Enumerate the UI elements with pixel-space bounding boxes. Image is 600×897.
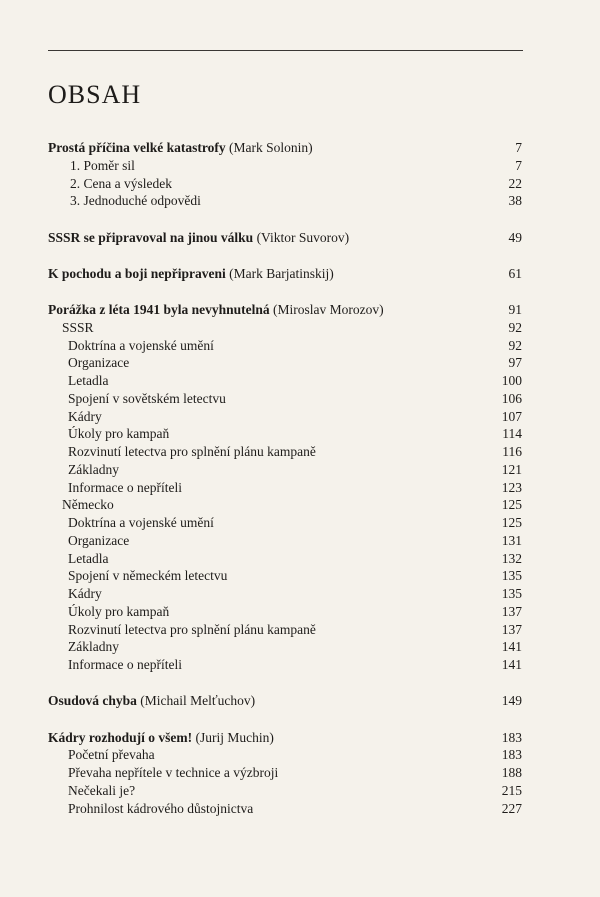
page-number: 7 [515,157,522,173]
page-number: 125 [501,497,522,513]
entry-title: Letadla [68,373,109,388]
toc-subentry [0,337,600,355]
entry-title: Spojení v německém letectvu [68,568,228,584]
toc-subentry [0,621,600,639]
entry-title: Úkoly pro kampaň [68,603,170,619]
page-number: 97 [508,355,522,371]
toc-subentry [0,782,600,800]
page-number: 227 [501,800,522,816]
page-number: 49 [508,229,522,245]
entry-title [48,229,349,247]
page-number: 137 [501,621,522,637]
toc-subentry [0,425,600,443]
page-number: 188 [501,765,522,780]
entry-title: 1. Poměr sil [70,157,135,173]
toc-subentry [0,496,600,514]
entry-title: Organizace [68,355,130,371]
toc-subentry [0,479,600,497]
entry-title: Letadla [68,550,109,566]
entry-title: Spojení v sovětském letectvu [68,390,226,406]
entry-title: Základny [68,461,119,477]
page-number: 137 [501,603,522,619]
entry-title [48,301,384,319]
entry-title: SSSR [62,319,94,335]
toc-subentry [0,408,600,426]
section-author: (Jurij Muchin) [192,729,274,745]
toc-subentry [0,192,600,210]
toc-subentry [0,603,600,621]
entry-title: Kádry [68,586,102,601]
section-title: Prostá příčina velké katastrofy [48,140,226,155]
toc-subentry [0,514,600,532]
page-number: 106 [501,390,522,406]
toc-subentry [0,443,600,461]
section-author: (Miroslav Morozov) [269,302,384,317]
entry-title: 2. Cena a výsledek [70,175,172,191]
entry-title: Nečekali je? [68,782,136,798]
toc-subentry [0,638,600,656]
entry-title [48,692,255,710]
section-title: Kádry rozhodují o všem! [48,729,193,745]
page-number: 149 [501,693,522,709]
section-title: Porážka z léta 1941 byla nevyhnutelná [48,302,270,317]
toc-section-entry [0,265,600,283]
section-author: (Michail Melťuchov) [136,693,256,709]
page-number: 91 [508,302,522,317]
section-author: (Mark Barjatinskij) [225,265,334,281]
toc-subentry [0,461,600,479]
page-number: 92 [508,319,522,335]
page-number: 114 [502,426,522,442]
entry-title: Rozvinutí letectva pro splnění plánu kampaně [68,621,316,637]
toc-subentry [0,354,600,372]
entry-title: Rozvinutí letectva pro splnění plánu kampaně [68,444,316,459]
toc-subentry [0,585,600,603]
entry-title: Doktrína a vojenské umění [68,337,214,353]
section-author: (Viktor Suvorov) [253,229,350,245]
entry-title: Informace o nepříteli [68,657,182,672]
page-number: 123 [501,479,522,495]
page-title: OBSAH [48,80,142,109]
entry-title [48,265,334,283]
entry-title: Kádry [68,408,102,424]
toc-subentry [0,746,600,764]
entry-title: Německo [62,497,114,513]
page-number: 131 [501,532,522,548]
entry-title: Početní převaha [68,747,155,763]
section-author: (Mark Solonin) [225,140,313,155]
toc-section-entry [0,229,600,247]
page-number: 183 [501,747,522,763]
page-number: 215 [501,782,522,798]
toc-section-entry [0,139,600,157]
toc-subentry [0,764,600,782]
entry-title: Informace o nepříteli [68,479,182,495]
page-number: 38 [508,193,522,209]
page-number: 22 [508,175,522,191]
entry-title: Doktrína a vojenské umění [68,515,214,530]
toc-subentry [0,550,600,568]
page-number: 135 [501,568,522,584]
section-title: SSSR se připravoval na jinou válku [48,229,254,245]
entry-title: Prohnilost kádrového důstojnictva [68,800,254,816]
page-number: 125 [501,515,522,530]
toc-section-entry [0,729,600,747]
page-number: 107 [501,408,522,424]
page-number: 135 [501,586,522,601]
entry-title: Úkoly pro kampaň [68,426,170,442]
toc-subentry [0,319,600,337]
page-number: 7 [515,140,522,155]
page-number: 92 [508,337,522,353]
page-number: 141 [501,639,522,655]
toc-subentry [0,372,600,390]
toc-section-entry [0,301,600,319]
page-number: 100 [501,373,522,388]
toc-section-entry [0,692,600,710]
page-number: 141 [501,657,522,672]
entry-title: Základny [68,639,119,655]
toc-subentry [0,390,600,408]
toc-subentry [0,157,600,175]
page-number: 61 [508,265,522,281]
page-number: 183 [501,729,522,745]
entry-title [48,729,274,747]
page-number: 132 [501,550,522,566]
section-title: K pochodu a boji nepřipraveni [48,265,226,281]
toc-subentry [0,175,600,193]
toc-subentry [0,567,600,585]
page-number: 116 [502,444,522,459]
entry-title: 3. Jednoduché odpovědi [70,193,201,209]
entry-title [48,139,313,157]
toc-subentry [0,656,600,674]
toc-subentry [0,532,600,550]
toc-subentry [0,800,600,818]
section-title: Osudová chyba [48,693,137,709]
page-number: 121 [501,461,522,477]
entry-title: Organizace [68,532,130,548]
entry-title: Převaha nepřítele v technice a výzbroji [68,765,279,780]
